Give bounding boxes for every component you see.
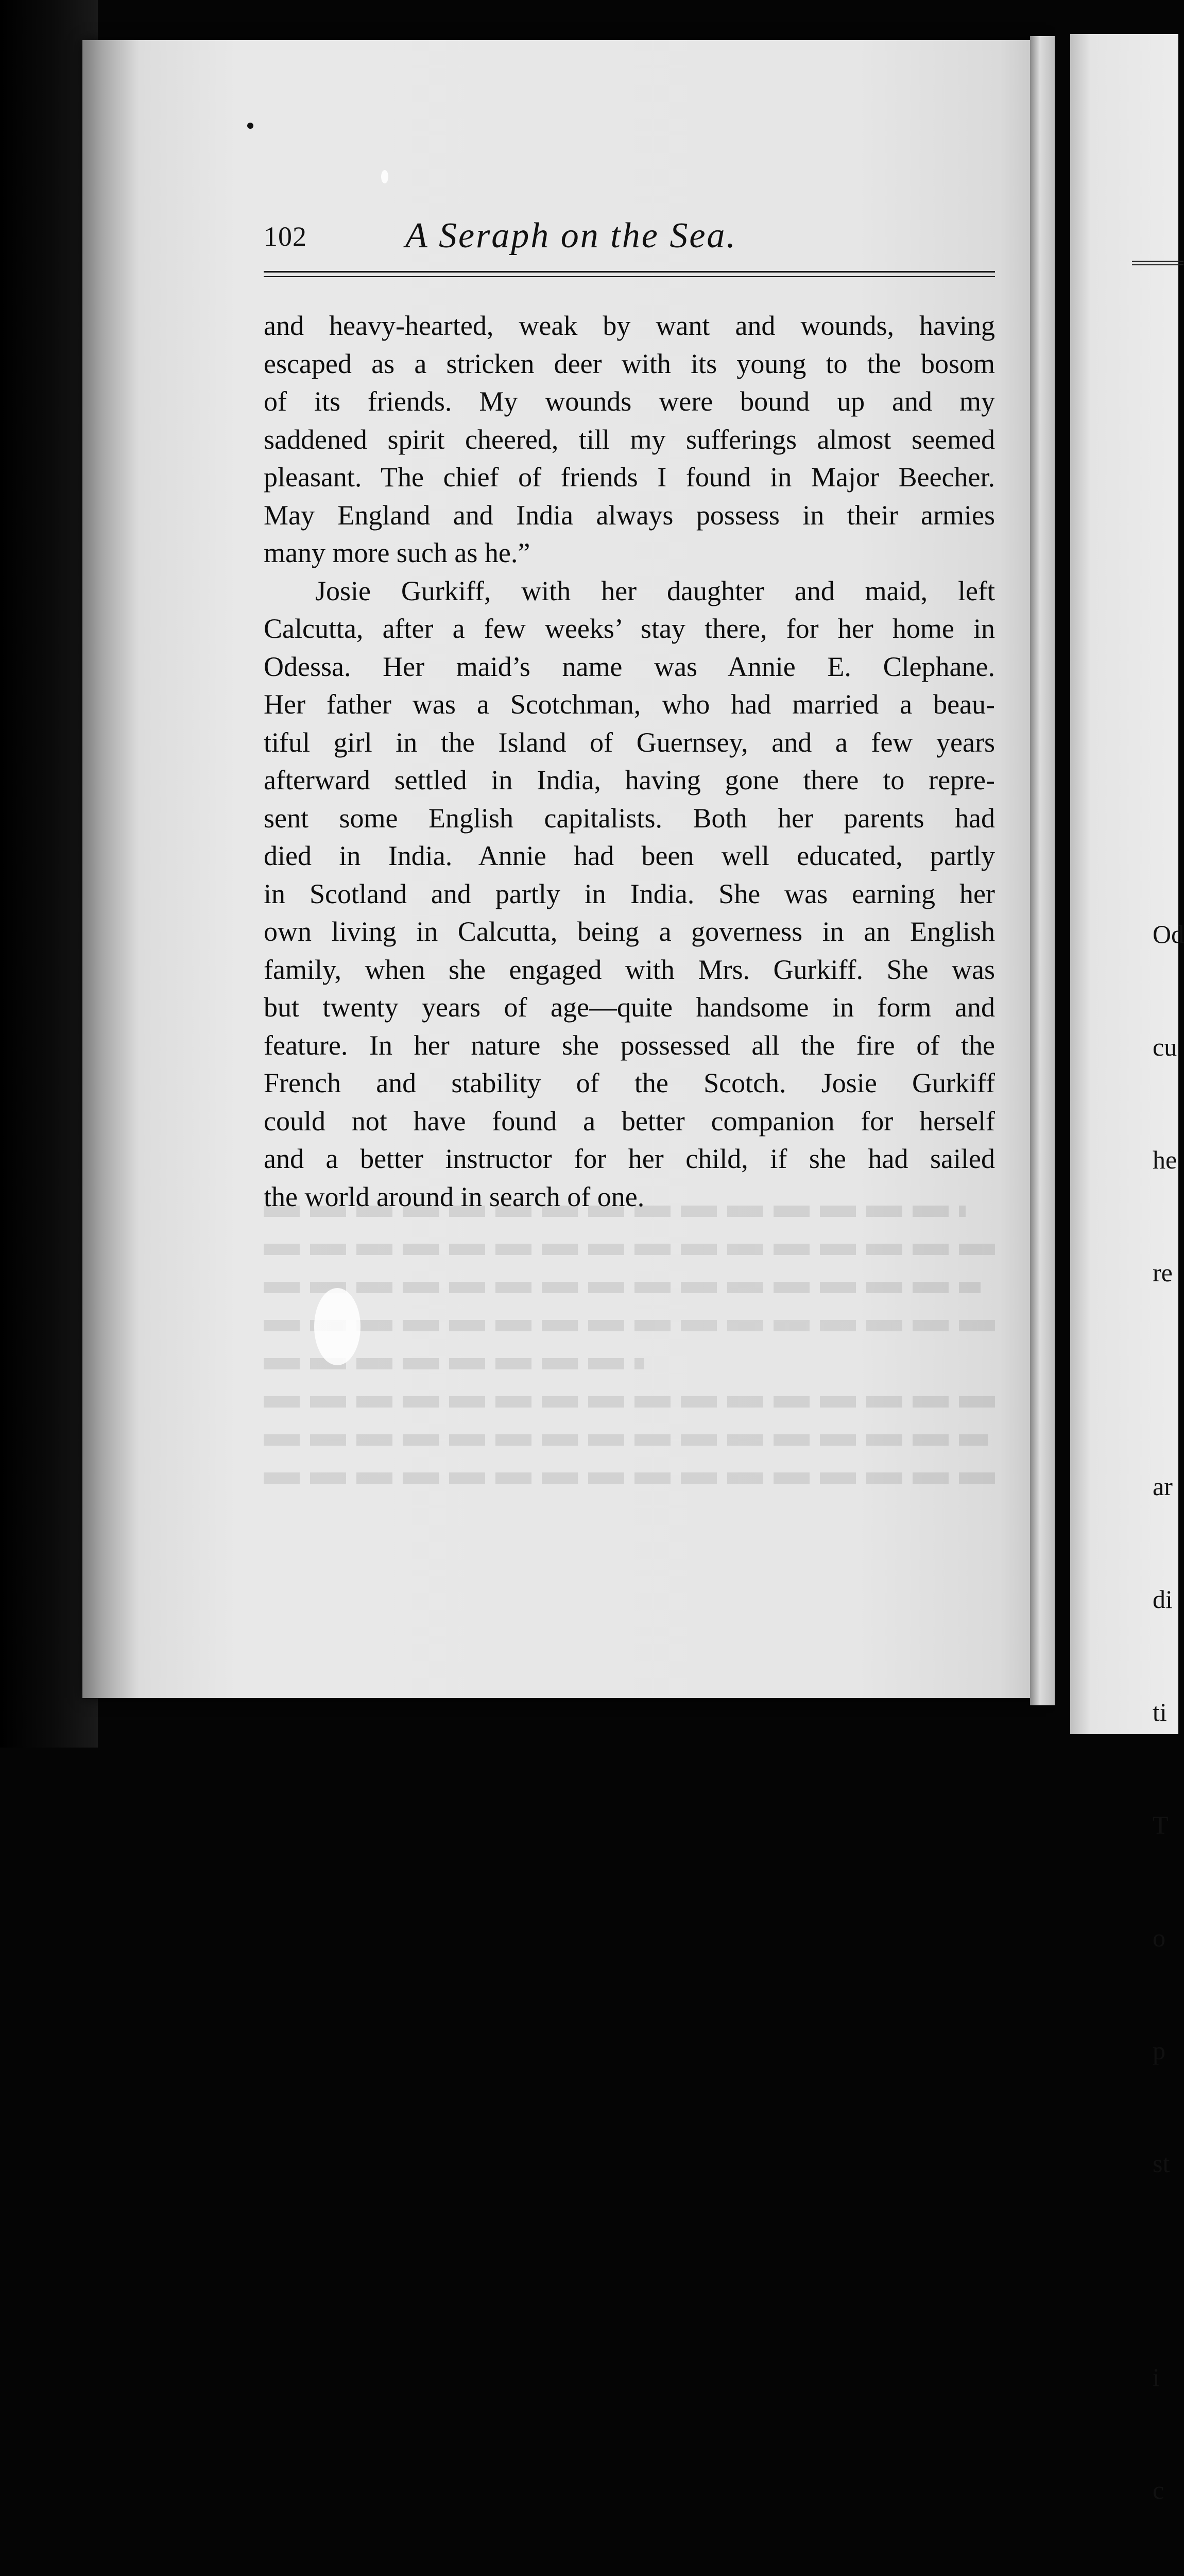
header-rule <box>264 271 995 277</box>
facing-fragment: di <box>1153 1585 1173 1614</box>
text-line: the world around in search of one. <box>264 1181 645 1212</box>
text-line: Josie Gurkiff, with her daughter and maid, left <box>315 575 995 606</box>
text-line: feature. In her nature she possessed all the fire of the <box>264 1029 995 1061</box>
page-edge <box>1030 36 1055 1705</box>
body-text <box>264 307 995 1216</box>
facing-fragment: ar <box>1153 1472 1173 1501</box>
facing-fragment: cu <box>1153 1032 1177 1061</box>
text-line: own living in Calcutta, being a governess in an English <box>264 916 995 947</box>
book-title: A Seraph on the Sea. <box>405 216 737 256</box>
text-line: could not have found a better companion for herself <box>264 1105 995 1137</box>
text-line: May England and India always possess in their armies <box>264 499 995 531</box>
text-line: in Scotland and partly in India. She was earning her <box>264 878 995 909</box>
facing-fragment: st <box>1153 2149 1170 2178</box>
text-line: Odessa. Her maid’s name was Annie E. Clephane. <box>264 651 995 682</box>
text-line: Her father was a Scotchman, who had married a beau- <box>264 689 995 720</box>
text-line: and heavy-hearted, weak by want and wounds, having <box>264 310 995 341</box>
text-line: tiful girl in the Island of Guernsey, and a few years <box>264 726 995 758</box>
paper-blemish <box>381 170 388 183</box>
gutter <box>1055 0 1070 1748</box>
text-line: French and stability of the Scotch. Josie Gurkiff <box>264 1067 995 1098</box>
text-line: saddened spirit cheered, till my sufferings almost seemed <box>264 423 995 455</box>
show-through-text <box>264 1206 995 1566</box>
facing-fragment: re <box>1153 1258 1173 1287</box>
facing-fragment: Od <box>1153 920 1184 948</box>
text-line: many more such as he.” <box>264 537 530 568</box>
facing-fragment: i <box>1153 2363 1160 2392</box>
text-line: of its friends. My wounds were bound up and my <box>264 386 995 417</box>
facing-fragment: c <box>1153 2476 1164 2504</box>
paper-blemish <box>314 1288 361 1365</box>
page-number: 102 <box>264 221 307 252</box>
text-line: sent some English capitalists. Both her parents had <box>264 802 995 834</box>
text-line: afterward settled in India, having gone there to repre- <box>264 765 995 795</box>
facing-fragment: ti <box>1153 1698 1167 1726</box>
facing-head-rule <box>1132 261 1183 265</box>
text-line: escaped as a stricken deer with its young to the bosom <box>264 348 995 379</box>
running-head <box>264 216 995 258</box>
text-line: family, when she engaged with Mrs. Gurkiff. She was <box>264 954 995 985</box>
facing-fragment: T <box>1153 1810 1169 1839</box>
text-line: but twenty years of age—quite handsome in form and <box>264 992 995 1023</box>
text-line: Calcutta, after a few weeks’ stay there, for her home in <box>264 613 995 644</box>
text-line: and a better instructor for her child, if she had sailed <box>264 1143 995 1174</box>
ink-speck <box>247 123 253 129</box>
facing-fragment: he <box>1153 1145 1177 1174</box>
facing-page-text <box>1153 840 1184 2576</box>
text-line: died in India. Annie had been well educated, partly <box>264 840 995 871</box>
facing-fragment: o <box>1153 1923 1165 1952</box>
text-line: pleasant. The chief of friends I found in Major Beecher. <box>264 462 995 493</box>
facing-fragment: p <box>1153 2036 1165 2065</box>
facing-page <box>1070 34 1184 2504</box>
